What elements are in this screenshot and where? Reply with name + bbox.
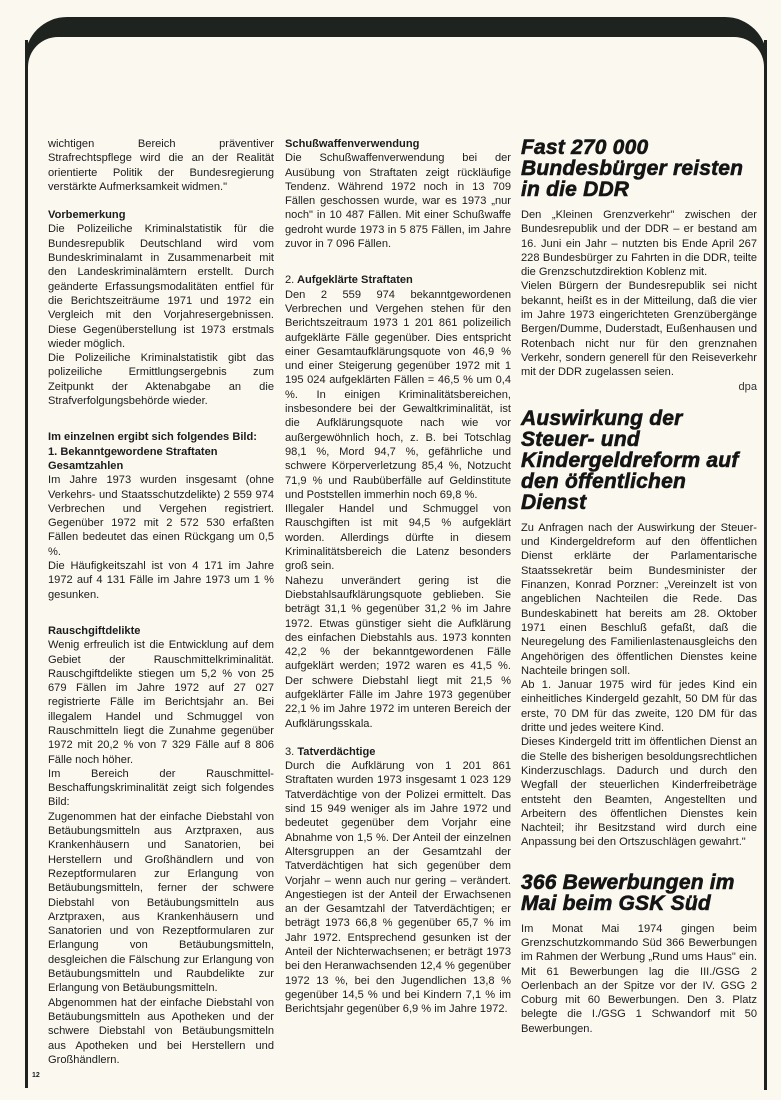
column-left — [48, 137, 274, 1067]
paragraph: Ab 1. Januar 1975 wird für jedes Kind ein einheitliches Kindergeld gezahlt, 50 DM für das erste, 70 DM für das zweite, 120 DM für das dritte und jedes weitere Kind. — [521, 679, 757, 735]
section-heading-vorbemerkung: Vorbemerkung — [48, 209, 126, 222]
article-headline-kindergeld: Auswirkung der Steuer- und Kindergeldreform auf den öffentlichen Dienst — [521, 406, 739, 514]
paragraph: Wenig erfreulich ist die Entwicklung auf dem Gebiet der Rauschmittelkriminalität. Rauschgiftdelikte stiegen um 5,2 % von 25 679 Fällen im Jahre 1972 auf 27 027 registrierte Fälle im Berichtsjahr an. Bei illegalem Handel und Schmuggel von Rauschmitteln liegt die Zunahme gegenüber 1972 mit 20,2 % von 7 329 Fälle auf 8 806 Fälle noch höher. — [48, 639, 274, 766]
page-number: 12 — [32, 1072, 40, 1079]
article-headline-ddr-travel: Fast 270 000 Bundesbürger reisten in die DDR — [521, 136, 744, 201]
section-heading-einzelnen: Im einzelnen ergibt sich folgendes Bild: — [48, 431, 257, 444]
paragraph: Vielen Bürgern der Bundesrepublik sei nicht bekannt, heißt es in der Mitteilung, daß die vier im Jahre 1973 eingerichteten Grenzübergänge Bergen/Dumme, Duderstadt, Eußenhausen und Rotenbach nicht nur für den grenznahen Verkehr, sondern generell für den Reiseverkehr mit der DDR zugelassen seien. — [521, 280, 757, 379]
paragraph: Durch die Aufklärung von 1 201 861 Straftaten wurden 1973 insgesamt 1 023 129 Tatverdächtige von der Polizei ermittelt. Das sind 15 949 weniger als im Jahre 1972 und bedeutet gegenüber dem Vorjahr eine Abnahme von 1,5 %. Der Anteil der einzelnen Altersgruppen an der Gesamtzahl der Tatverdächtigen hat sich gegenüber dem Vorjahr – wenn auch nur gering – verändert. Angestiegen ist der Anteil der Erwachsenen an der Gesamtzahl der Tatverdächtigen; er beträgt 1973 66,8 % gegenüber 65,7 % im Jahr 1972. Entsprechend gesunken ist der Anteil der Nichterwachsenen; er beträgt 1973 bei den Heranwachsenden 12,4 % gegenüber 1972 13 %, bei den Jugendlichen 13,8 % gegenüber 14,5 % und bei Kindern 7,1 % im Berichtsjahr gegenüber 6,9 % im Jahre 1972. — [285, 760, 511, 1016]
section-title: Tatverdächtige — [297, 745, 376, 758]
paragraph: Die Häufigkeitszahl ist von 4 171 im Jahre 1972 auf 4 131 Fälle im Jahre 1973 um 1 % gesunken. — [48, 560, 274, 601]
paragraph: Im Jahre 1973 wurden insgesamt (ohne Verkehrs- und Staatsschutzdelikte) 2 559 974 Verbrechen und Vergehen registriert. Gegenüber 1972 mit 2 572 530 erfaßten Fällen bedeutet das einen Rückgang um 0,5 %. — [48, 474, 274, 558]
paragraph: Den 2 559 974 bekanntgewordenen Verbrechen und Vergehen stehen für den Berichtszeitraum 1973 1 201 861 polizeilich aufgeklärte Fälle gegenüber. Dies entspricht einer Gesamtaufklärungsquote von 46,9 % und einer Steigerung gegenüber 1972 mit 1 195 024 aufgeklärten Fällen = 46,5 % um 0,4 %. In einigen Kriminalitätsbereichen, insbesondere bei der Gewaltkriminalität, ist die Aufklärungsquote nach wie vor außergewöhnlich hoch, z. B. bei Totschlag 98,1 %, Mord 94,7 %, gefährliche und schwere Körperverletzung 85,4 %, Notzucht 71,9 % und Raubüberfälle auf Geldinstitute und Poststellen immerhin noch 69,8 %. — [285, 288, 511, 501]
section-number: 3. — [285, 745, 295, 758]
paragraph: Nahezu unverändert gering ist die Diebstahlsaufklärungsquote geblieben. Sie beträgt 31,1 % gegenüber 31,2 % im Jahre 1972. Etwas günstiger sieht die Aufklärung des einfachen Diebstahls aus. 1973 konnten 42,2 % der bekanntgewordenen Fälle aufgeklärt werden; 1972 waren es 41,5 %. Der schwere Diebstahl liegt mit 21,5 % aufgeklärter Fälle im Jahre 1973 gegenüber 22,1 % im Jahre 1972 im unteren Bereich der Aufklärungsskala. — [285, 574, 511, 730]
page-frame-left-rule — [25, 40, 28, 1088]
page-frame-inner — [28, 37, 764, 97]
paragraph: Im Monat Mai 1974 gingen beim Grenzschutzkommando Süd 366 Bewerbungen im Rahmen der Werbung „Rund ums Haus" ein. Mit 61 Bewerbungen lag die III./GSG 2 Oerlenbach an der Spitze vor der IV. GSG 2 Coburg mit 60 Bewerbungen. Den 3. Platz belegte die I./GSG 1 Schwandorf mit 50 Bewerbungen. — [521, 922, 757, 1035]
paragraph: Dieses Kindergeld tritt im öffentlichen Dienst an die Stelle des bisherigen besoldungsrechtlichen Kinderzuschlags. Dadurch und durch den Wegfall der steuerlichen Kinderfreibeträge entsteht den Beamten, Angestellten und Arbeitern des öffentlichen Dienstes kein Nachteil; ihr Besitzstand wird durch eine Anpassung bei den Ortszuschlägen gewahrt." — [521, 736, 757, 849]
section-heading-bekanntgewordene: 1. Bekanntgewordene Straftaten — [48, 445, 218, 458]
section-heading-aufgeklaerte — [285, 273, 511, 287]
paragraph: Zu Anfragen nach der Auswirkung der Steuer- und Kindergeldreform auf den öffentlichen Dienst erklärte der Parlamentarische Staatssekretär beim Bundesminister der Finanzen, Konrad Porzner: „Vereinzelt ist von angeblichen Nachteilen die Rede. Das Bundeskabinett hat bereits am 28. Oktober 1971 einen Beschluß gefaßt, daß die Neuregelung des Familienlastenausgleichs den Angehörigen des öffentlichen Dienstes keine Nachteile bringen soll. — [521, 521, 757, 677]
section-heading-gesamtzahlen: Gesamtzahlen — [48, 459, 124, 472]
paragraph: Den „Kleinen Grenzverkehr" zwischen der Bundesrepublik und der DDR – er bestand am 16. Juni ein Jahr – nutzten bis Ende April 267 228 Bundesbürger zu Fahrten in die DDR, teilte die Grenzschutzdirektion Koblenz mit. — [521, 209, 757, 279]
paragraph: Zugenommen hat der einfache Diebstahl von Betäubungsmitteln aus Arztpraxen, aus Krankenhäusern und Sanatorien, bei Herstellern und Großhändlern und von Rezeptformularen zur Erlangung von Betäubungsmitteln, ferner der schwere Diebstahl von Betäubungsmitteln aus Arztpraxen, aus Krankenhäusern und Sanatorien und von Rezeptformularen zur Erlangung von Betäubungsmitteln, desgleichen die Fälschung zur Erlangung von Betäubungsmitteln und Raubdelikte zur Erlangung von Betäubungsmitteln. — [48, 810, 274, 995]
section-heading-tatverdaechtige — [285, 745, 511, 759]
column-middle — [285, 137, 511, 1017]
paragraph: Illegaler Handel und Schmuggel von Rauschgiften ist mit 94,5 % aufgeklärt worden. Allerdings dürfte in diesem Kriminalitätsbereich die Latenz besonders groß sein. — [285, 503, 511, 573]
paragraph: Im Bereich der Rauschmittel-Beschaffungskriminalität zeigt sich folgendes Bild: — [48, 767, 274, 809]
article-headline-gsk-sued: 366 Bewerbungen im Mai beim GSK Süd — [521, 870, 735, 915]
paragraph: Die Schußwaffenverwendung bei der Ausübung von Straftaten zeigt rückläufige Tendenz. Während 1972 noch in 13 709 Fällen geschossen wurde, war es 1973 „nur noch" in 10 487 Fällen. Mit einer Schußwaffe gedroht wurde 1973 in 5 875 Fällen, im Jahre zuvor in 7 096 Fällen. — [285, 152, 511, 251]
section-heading-rauschgift: Rauschgiftdelikte — [48, 624, 141, 637]
column-right — [521, 137, 757, 1036]
intro-paragraph: wichtigen Bereich präventiver Strafrechtspflege wird die an der Realität orientierte Politik der Bundesregierung verstärkte Aufmerksamkeit widmen." — [48, 138, 274, 193]
section-number: 2. — [285, 274, 295, 287]
section-title: Aufgeklärte Straftaten — [296, 274, 413, 287]
article-credit: dpa — [738, 380, 757, 393]
section-heading-schusswaffen: Schußwaffenverwendung — [285, 138, 420, 150]
paragraph: Die Polizeiliche Kriminalstatistik für die Bundesrepublik Deutschland wird vom Bundeskriminalamt in Zusammenarbeit mit den Landeskriminalämtern erstellt. Durch geänderte Erfassungsmodalitäten entfiel für die Berichtszeiträume 1971 und 1972 ein Vergleich mit den Vorjahresergebnissen. Diese Gegenüberstellung ist 1973 erstmals wieder möglich. — [48, 223, 274, 350]
paragraph: Die Polizeiliche Kriminalstatistik gibt das polizeiliche Ermittlungsergebnis zum Zeitpunkt der Aktenabgabe an die Strafverfolgungsbehörde wieder. — [48, 352, 274, 408]
paragraph: Abgenommen hat der einfache Diebstahl von Betäubungsmitteln aus Apotheken und der schwere Diebstahl von Betäubungsmitteln aus Apotheken und bei Herstellern und Großhändlern. — [48, 996, 274, 1066]
page-frame-right-rule — [764, 40, 767, 1090]
